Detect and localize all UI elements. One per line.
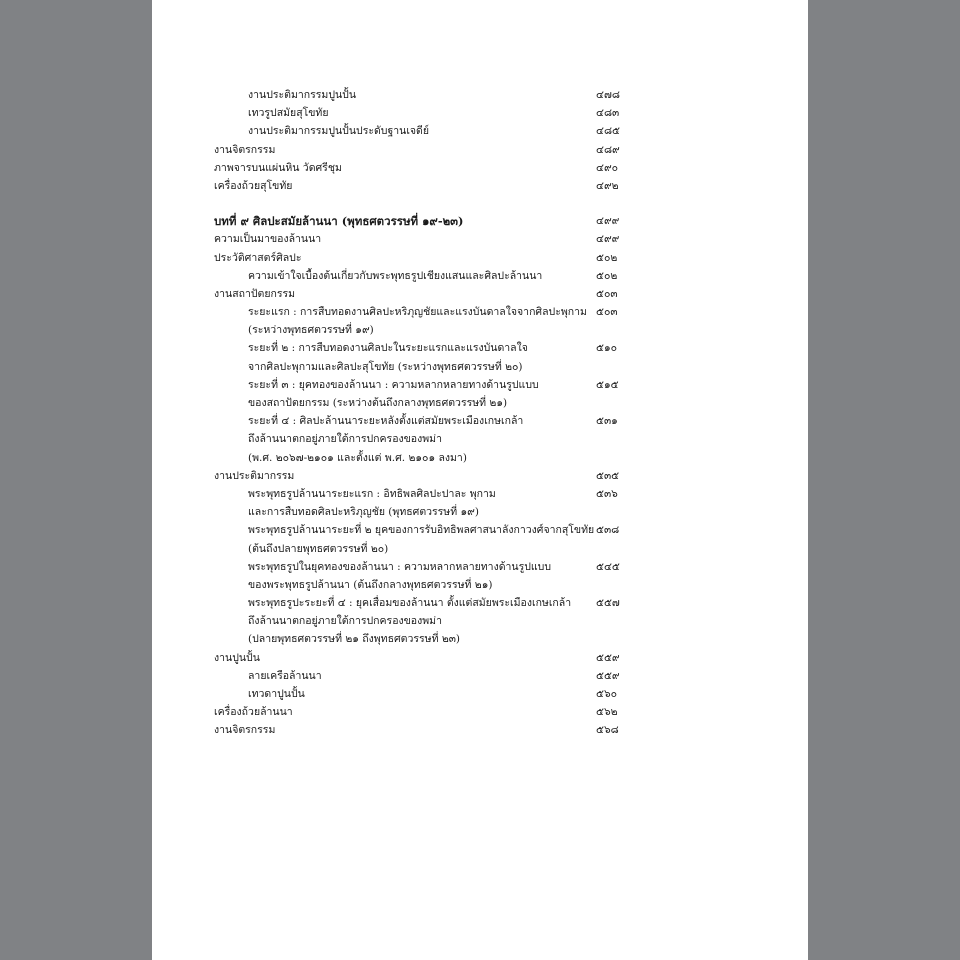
toc-entry [214,449,618,467]
toc-entry-page-number: ๕๐๒ [596,251,618,264]
toc-entry [214,376,618,394]
toc-entry [214,249,618,267]
toc-entry [214,358,618,376]
toc-entry [214,159,618,177]
toc-entry-page-number: ๕๓๖ [596,487,618,500]
toc-entry [214,540,618,558]
toc-entry-title: เครื่องถ้วยสุโขทัย [214,179,293,192]
toc-entry [214,430,618,448]
toc-entry-page-number: ๕๔๕ [596,560,620,573]
toc-entry-title: จากศิลปะพุกามและศิลปะสุโขทัย (ระหว่างพุทธศตวรรษที่ ๒๐) [248,360,523,373]
toc-entry [214,141,618,159]
toc-entry-page-number: ๕๖๐ [596,688,618,700]
toc-entry-title: พระพุทธรูปะระยะที่ ๔ : ยุคเสื่อมของล้านนา ตั้งแต่สมัยพระเมืองเกษเกล้า [248,597,572,610]
toc-entry [214,612,618,630]
toc-entry-page-number: ๕๓๘ [596,524,620,537]
toc-entry-title: ความเป็นมาของล้านนา [214,233,322,246]
toc-entry [214,558,618,576]
toc-entry-title: งานประติมากรรมปูนปั้นประดับฐานเจดีย์ [248,125,430,138]
toc-entry-title: บทที่ ๙ ศิลปะสมัยล้านนา (พุทธศตวรรษที่ ๑๙-๒๓) [214,214,464,229]
toc-entry [214,230,618,248]
table-of-contents [214,86,618,740]
toc-entry [214,685,618,703]
toc-entry-page-number: ๔๙๐ [596,161,619,174]
toc-entry-page-number: ๕๐๒ [596,269,618,282]
toc-entry-title: (พ.ศ. ๒๐๖๗-๒๑๐๑ และตั้งแต่ พ.ศ. ๒๑๐๑ ลงมา) [248,451,467,464]
toc-entry-title: (ต้นถึงปลายพุทธศตวรรษที่ ๒๐) [248,542,389,555]
toc-entry-page-number: ๔๘๙ [596,143,620,156]
toc-entry-page-number: ๕๑๐ [596,342,618,355]
toc-entry-page-number: ๕๖๒ [596,706,618,719]
toc-entry-title: ระยะแรก : การสืบทอดงานศิลปะหริภุญชัยและแรงบันดาลใจจากศิลปะพุกาม [248,306,587,319]
toc-chapter-heading [214,212,618,230]
toc-entry [214,339,618,357]
toc-entry-page-number: ๕๖๘ [596,724,619,737]
toc-entry-title: งานประติมากรรม [214,469,295,482]
toc-entry-title: ประวัติศาสตร์ศิลปะ [214,251,302,264]
toc-entry [214,267,618,285]
toc-entry-title: ระยะที่ ๒ : การสืบทอดงานศิลปะในระยะแรกและแรงบันดาลใจ [248,342,528,355]
toc-entry [214,467,618,485]
toc-entry [214,576,618,594]
toc-entry [214,321,618,339]
toc-entry-title: เทวดาปูนปั้น [248,688,305,700]
toc-entry-title: พระพุทธรูปในยุคทองของล้านนา : ความหลากหลายทางด้านรูปแบบ [248,560,551,573]
toc-entry-title: งานประติมากรรมปูนปั้น [248,89,357,101]
toc-entry-page-number: ๕๕๙ [596,669,620,682]
toc-entry [214,104,618,122]
toc-entry-title: ของพระพุทธรูปล้านนา (ต้นถึงกลางพุทธศตวรรษที่ ๒๑) [248,578,493,591]
toc-entry-title: และการสืบทอดศิลปะหริภุญชัย (พุทธศตวรรษที่ ๑๙) [248,506,479,519]
toc-entry-page-number: ๔๙๙ [596,215,620,228]
toc-entry [214,649,618,667]
toc-entry-title: งานสถาปัตยกรรม [214,287,296,300]
toc-entry-title: เครื่องถ้วยล้านนา [214,706,293,719]
toc-entry [214,667,618,685]
toc-entry-title: ของสถาปัตยกรรม (ระหว่างต้นถึงกลางพุทธศตวรรษที่ ๒๑) [248,397,508,409]
document-page [152,0,808,960]
toc-entry [214,122,618,140]
toc-entry-title: ถึงล้านนาตกอยู่ภายใต้การปกครองของพม่า [248,615,442,628]
toc-entry [214,285,618,303]
toc-entry-title: งานจิตรกรรม [214,724,276,737]
toc-entry-title: ระยะที่ ๔ : ศิลปะล้านนาระยะหลังตั้งแต่สมัยพระเมืองเกษเกล้า [248,415,524,428]
toc-entry-page-number: ๔๗๘ [596,89,620,101]
toc-entry-page-number: ๕๕๗ [596,597,620,610]
toc-entry-title: ลายเครือล้านนา [248,669,322,682]
toc-entry-page-number: ๕๐๓ [596,306,618,319]
toc-entry [214,485,618,503]
toc-entry-title: พระพุทธรูปล้านนาระยะที่ ๒ ยุคของการรับอิทธิพลศาสนาลังกาวงศ์จากสุโขทัย [248,524,595,537]
toc-entry-page-number: ๔๙๙ [596,233,620,246]
toc-entry [214,412,618,430]
toc-entry [214,630,618,648]
toc-entry [214,721,618,739]
toc-entry-page-number: ๕๓๕ [596,469,620,482]
toc-entry-title: งานปูนปั้น [214,651,260,664]
toc-entry-title: (ระหว่างพุทธศตวรรษที่ ๑๙) [248,324,374,337]
toc-entry-title: ภาพจารบนแผ่นหิน วัดศรีชุม [214,161,342,174]
toc-entry-title: ถึงล้านนาตกอยู่ภายใต้การปกครองของพม่า [248,433,442,446]
toc-entry-title: (ปลายพุทธศตวรรษที่ ๒๑ ถึงพุทธศตวรรษที่ ๒๓) [248,633,461,646]
toc-entry-page-number: ๔๘๓ [596,107,620,120]
toc-entry [214,594,618,612]
toc-entry [214,521,618,539]
toc-entry [214,394,618,412]
toc-entry-title: ระยะที่ ๓ : ยุคทองของล้านนา : ความหลากหลายทางด้านรูปแบบ [248,378,539,391]
toc-entry-page-number: ๕๕๙ [596,651,620,664]
toc-entry [214,503,618,521]
toc-entry-page-number: ๕๐๓ [596,287,618,300]
toc-entry-title: พระพุทธรูปล้านนาระยะแรก : อิทธิพลศิลปะปาละ พุกาม [248,487,496,500]
toc-entry-title: ความเข้าใจเบื้องต้นเกี่ยวกับพระพุทธรูปเชียงแสนและศิลปะล้านนา [248,269,543,282]
toc-entry [214,303,618,321]
toc-entry-title: เทวรูปสมัยสุโขทัย [248,107,329,120]
toc-entry-page-number: ๕๑๕ [596,378,619,391]
toc-entry-page-number: ๔๙๒ [596,179,619,192]
toc-entry-page-number: ๔๘๕ [596,125,620,138]
toc-entry [214,177,618,195]
toc-entry [214,86,618,104]
toc-entry-page-number: ๕๓๑ [596,415,618,428]
toc-entry [214,703,618,721]
toc-entry-title: งานจิตรกรรม [214,143,276,156]
